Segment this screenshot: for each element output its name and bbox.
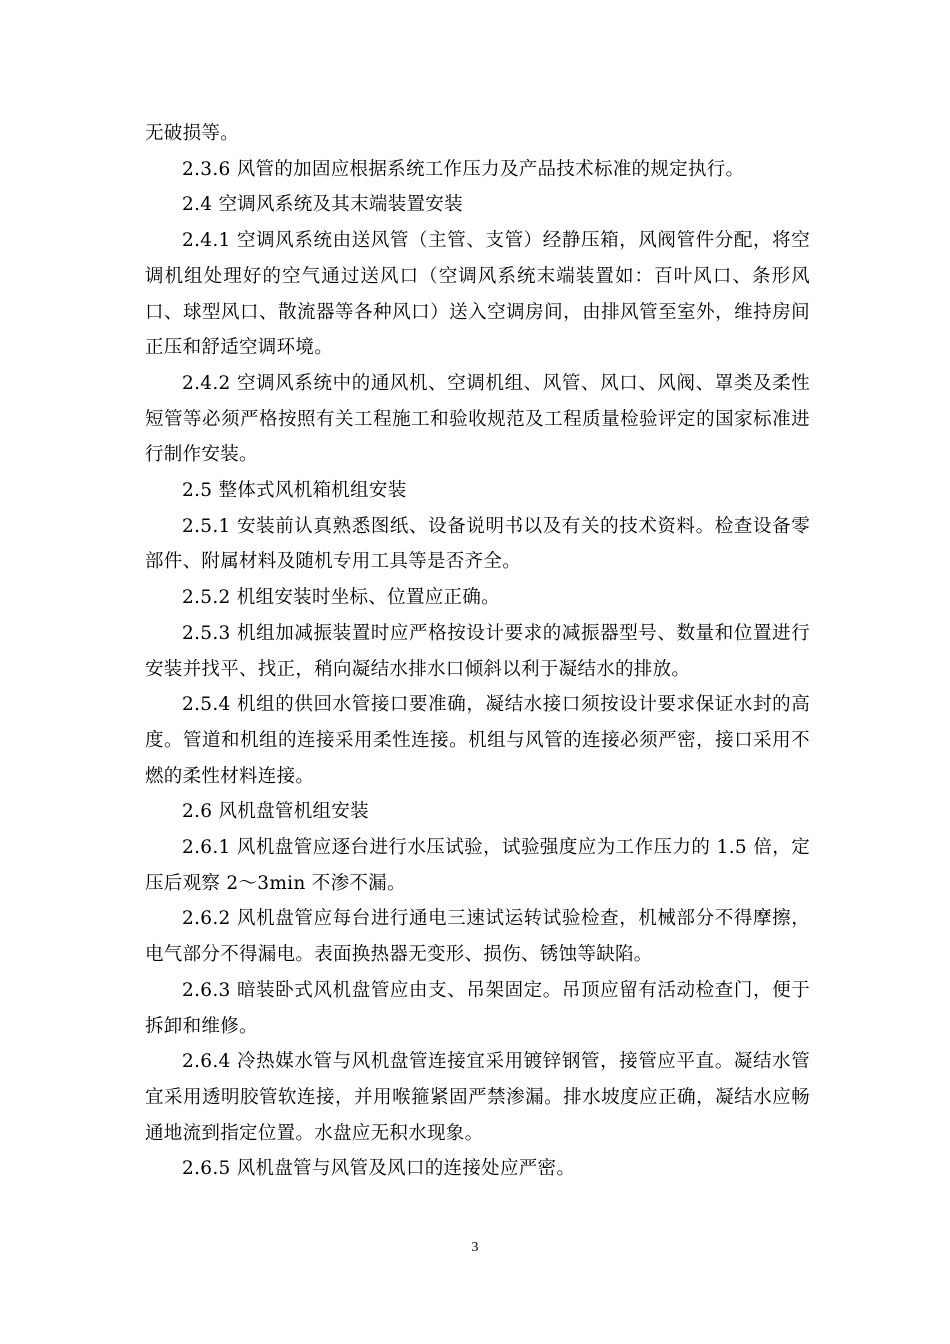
paragraph-2-5-1: 2.5.1 安装前认真熟悉图纸、设备说明书以及有关的技术资料。检查设备零部件、附属材料及随机专用工具等是否齐全。 bbox=[145, 515, 810, 573]
section-heading-2-5: 2.5 整体式风机箱机组安装 bbox=[182, 480, 407, 502]
paragraph-2-6-3: 2.6.3 暗装卧式风机盘管应由支、吊架固定。吊顶应留有活动检查门，便于拆卸和维修。 bbox=[145, 979, 810, 1037]
paragraph-2-5-3: 2.5.3 机组加减振装置时应严格按设计要求的减振器型号、数量和位置进行安装并找平、找正，稍向凝结水排水口倾斜以利于凝结水的排放。 bbox=[145, 622, 810, 680]
paragraph-2-5-4: 2.5.4 机组的供回水管接口要准确，凝结水接口须按设计要求保证水封的高度。管道和机组的连接采用柔性连接。机组与风管的连接必须严密，接口采用不燃的柔性材料连接。 bbox=[145, 694, 810, 787]
paragraph-2-4-1: 2.4.1 空调风系统由送风管（主管、支管）经静压箱，风阀管件分配，将空调机组处理好的空气通过送风口（空调风系统末端装置如：百叶风口、条形风口、球型风口、散流器等各种风口）送入空调房间，由排风管至室外，维持房间正压和舒适空调环境。 bbox=[145, 230, 810, 359]
paragraph-2-6-2: 2.6.2 风机盘管应每台进行通电三速试运转试验检查，机械部分不得摩擦，电气部分不得漏电。表面换热器无变形、损伤、锈蚀等缺陷。 bbox=[145, 908, 810, 966]
paragraph-2-5-2: 2.5.2 机组安装时坐标、位置应正确。 bbox=[182, 587, 500, 609]
section-heading-2-4: 2.4 空调风系统及其末端装置安装 bbox=[182, 194, 463, 216]
section-heading-2-6: 2.6 风机盘管机组安装 bbox=[182, 801, 369, 823]
paragraph-2-3-6: 2.3.6 风管的加固应根据系统工作压力及产品技术标准的规定执行。 bbox=[182, 158, 745, 180]
paragraph-continuation: 无破损等。 bbox=[145, 123, 240, 144]
page-number: 3 bbox=[471, 1240, 479, 1255]
paragraph-2-6-4: 2.6.4 冷热媒水管与风机盘管连接宜采用镀锌钢管，接管应平直。凝结水管宜采用透明胶管软连接，并用喉箍紧固严禁渗漏。排水坡度应正确，凝结水应畅通地流到指定位置。水盘应无积水现象。 bbox=[145, 1051, 810, 1144]
page-body bbox=[145, 116, 810, 1187]
paragraph-2-6-1: 2.6.1 风机盘管应逐台进行水压试验，试验强度应为工作压力的 1.5 倍，定压后观察 2～3min 不渗不漏。 bbox=[145, 837, 810, 894]
paragraph-2-6-5: 2.6.5 风机盘管与风管及风口的连接处应严密。 bbox=[182, 1158, 576, 1180]
paragraph-2-4-2: 2.4.2 空调风系统中的通风机、空调机组、风管、风口、风阀、罩类及柔性短管等必须严格按照有关工程施工和验收规范及工程质量检验评定的国家标准进行制作安装。 bbox=[145, 372, 810, 466]
